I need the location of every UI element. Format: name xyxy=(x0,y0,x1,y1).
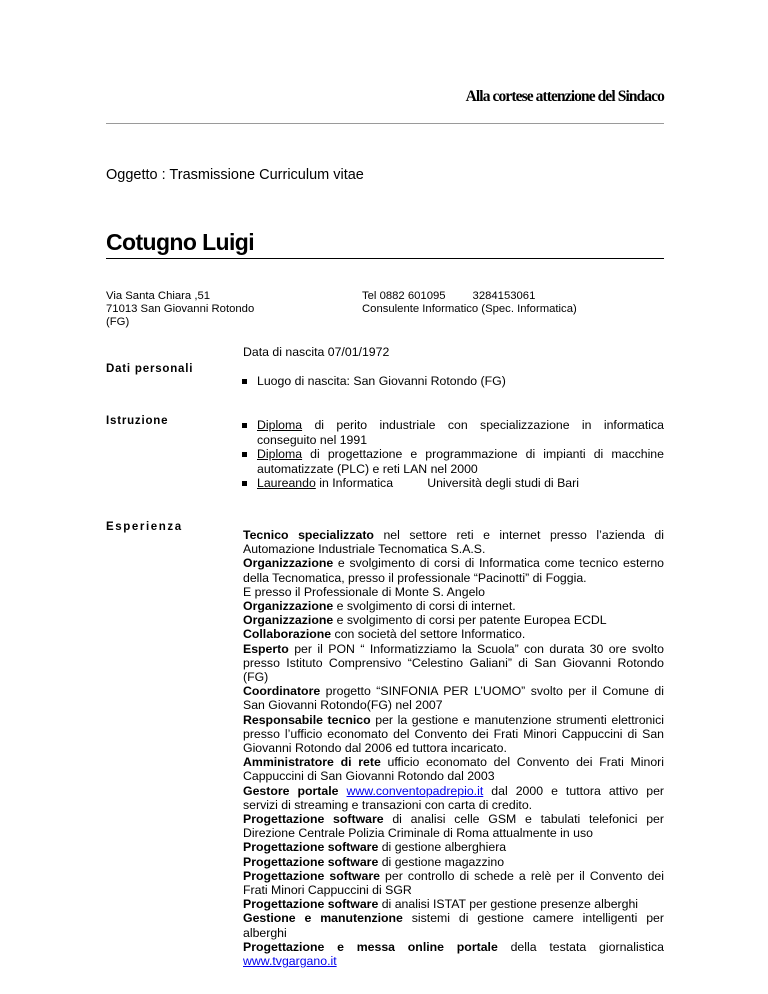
experience-title: Progettazione software xyxy=(243,854,379,869)
address-line: (FG) xyxy=(106,316,130,328)
experience-title: Esperto xyxy=(243,641,289,656)
experience-title: Progettazione software xyxy=(243,868,380,883)
experience-item xyxy=(243,627,664,641)
education-item xyxy=(239,447,668,476)
experience-title: Gestione e manutenzione xyxy=(243,911,403,926)
education-type: Diploma xyxy=(257,447,303,461)
experience-detail: della testata giornalistica xyxy=(497,939,664,954)
birth-date: Data di nascita 07/01/1972 xyxy=(243,345,390,359)
experience-item xyxy=(243,755,664,783)
section-heading-personal: Dati personali xyxy=(106,363,194,375)
experience-item xyxy=(243,869,664,897)
experience-detail: con società del settore Informatico. xyxy=(331,627,526,642)
address-block xyxy=(106,290,254,329)
experience-detail: e svolgimento di corsi di internet. xyxy=(333,599,516,614)
job-role: Consulente Informatico (Spec. Informatica) xyxy=(362,303,577,315)
experience-item xyxy=(243,713,664,756)
education-type: Laureando xyxy=(257,476,316,490)
education-detail: in Informatica Università degli studi di Bari xyxy=(315,476,579,490)
experience-title: Responsabile tecnico xyxy=(243,712,371,727)
experience-title: Organizzazione xyxy=(243,556,334,571)
name-underline xyxy=(106,258,664,259)
education-type: Diploma xyxy=(257,418,303,432)
experience-detail: per la gestione e manutenzione strumenti elettronici presso l’ufficio economato del Convento dei Frati Minori Cappuccini di San Giovanni Rotondo dal 2006 ed tuttora incaricato. xyxy=(243,712,665,756)
experience-list xyxy=(243,528,664,968)
experience-title: Amministratore di rete xyxy=(243,755,381,770)
experience-detail: ufficio economato del Convento dei Frati Minori Cappuccini di San Giovanni Rotondo dal 2003 xyxy=(243,755,664,784)
experience-title: Coordinatore xyxy=(243,684,321,699)
experience-detail: di gestione magazzino xyxy=(378,854,505,869)
address-line: Via Santa Chiara ,51 xyxy=(106,290,211,302)
experience-detail: e svolgimento di corsi di Informatica come tecnico esterno della Tecnomatica, presso il professionale “Pacinotti” di Foggia. xyxy=(243,556,664,585)
experience-detail: e svolgimento di corsi per patente Europea ECDL xyxy=(333,613,607,628)
experience-item xyxy=(243,528,664,556)
experience-detail: dal 2000 e tuttora attivo per servizi di streaming e transazioni con carta di credito. xyxy=(243,783,664,812)
section-heading-education: Istruzione xyxy=(106,415,169,427)
education-list xyxy=(239,418,668,491)
experience-title: Progettazione e messa online portale xyxy=(243,939,498,954)
experience-item xyxy=(243,613,664,627)
contact-block xyxy=(362,290,577,316)
personal-list xyxy=(239,374,664,389)
experience-detail: per il PON “ Informatizziamo la Scuola” con durata 30 ore svolto presso Istituto Comprensivo “Celestino Galiani” di San Giovanni Rotondo (FG) xyxy=(243,641,664,685)
education-item xyxy=(239,418,668,447)
experience-detail: di gestione alberghiera xyxy=(378,840,507,855)
experience-title: Tecnico specializzato xyxy=(243,528,374,542)
experience-item xyxy=(243,642,664,685)
education-detail: di progettazione e programmazione di impianti di macchine automatizzate (PLC) e reti LAN nel 2000 xyxy=(257,447,668,476)
experience-title: Organizzazione xyxy=(243,599,334,614)
experience-title: Collaborazione xyxy=(243,627,332,642)
experience-detail: di analisi celle GSM e tabulati telefonici per Direzione Centrale Polizia Criminale di Roma attualmente in uso xyxy=(243,812,664,841)
experience-title: Organizzazione xyxy=(243,613,334,628)
experience-item xyxy=(243,585,664,599)
experience-title: Progettazione software xyxy=(243,812,384,827)
website-link[interactable]: www.conventopadrepio.it xyxy=(346,783,484,798)
education-item xyxy=(239,476,664,491)
experience-detail: di analisi ISTAT per gestione presenze alberghi xyxy=(378,897,639,912)
experience-item xyxy=(243,855,664,869)
experience-item xyxy=(243,911,664,939)
experience-detail: progetto “SINFONIA PER L’UOMO” svolto per il Comune di San Giovanni Rotondo(FG) nel 2007 xyxy=(243,684,664,713)
experience-item xyxy=(243,897,664,911)
experience-title: Progettazione software xyxy=(243,840,379,855)
candidate-name: Cotugno Luigi xyxy=(106,229,255,255)
experience-item xyxy=(243,840,664,854)
website-link[interactable]: www.tvgargano.it xyxy=(243,954,337,969)
experience-item xyxy=(243,812,664,840)
experience-detail: nel settore reti e internet presso l’azienda di Automazione Industriale Tecnomatica S.A.S. xyxy=(243,528,664,557)
experience-item xyxy=(243,556,664,584)
address-line: 71013 San Giovanni Rotondo xyxy=(106,303,255,315)
mobile-number: 3284153061 xyxy=(472,290,536,302)
section-heading-experience: Esperienza xyxy=(106,521,183,533)
subject-line: Oggetto : Trasmissione Curriculum vitae xyxy=(106,167,364,183)
personal-item: Luogo di nascita: San Giovanni Rotondo (FG) xyxy=(239,374,664,389)
experience-item xyxy=(243,784,664,812)
experience-detail: E presso il Professionale di Monte S. Angelo xyxy=(243,584,485,599)
experience-title: Gestore portale xyxy=(243,783,339,798)
attention-line: Alla cortese attenzione del Sindaco xyxy=(465,88,664,105)
experience-item xyxy=(243,684,664,712)
experience-item xyxy=(243,940,664,968)
experience-detail: per controllo di schede a relè per il Convento dei Frati Minori Cappuccini di SGR xyxy=(243,868,664,898)
experience-detail: sistemi di gestione camere intelligenti per alberghi xyxy=(243,911,664,940)
experience-item xyxy=(243,599,664,613)
phone-number: Tel 0882 601095 xyxy=(362,290,446,302)
divider xyxy=(106,123,664,124)
education-detail: di perito industriale con specializzazione in informatica conseguito nel 1991 xyxy=(257,418,668,447)
experience-title: Progettazione software xyxy=(243,897,379,912)
